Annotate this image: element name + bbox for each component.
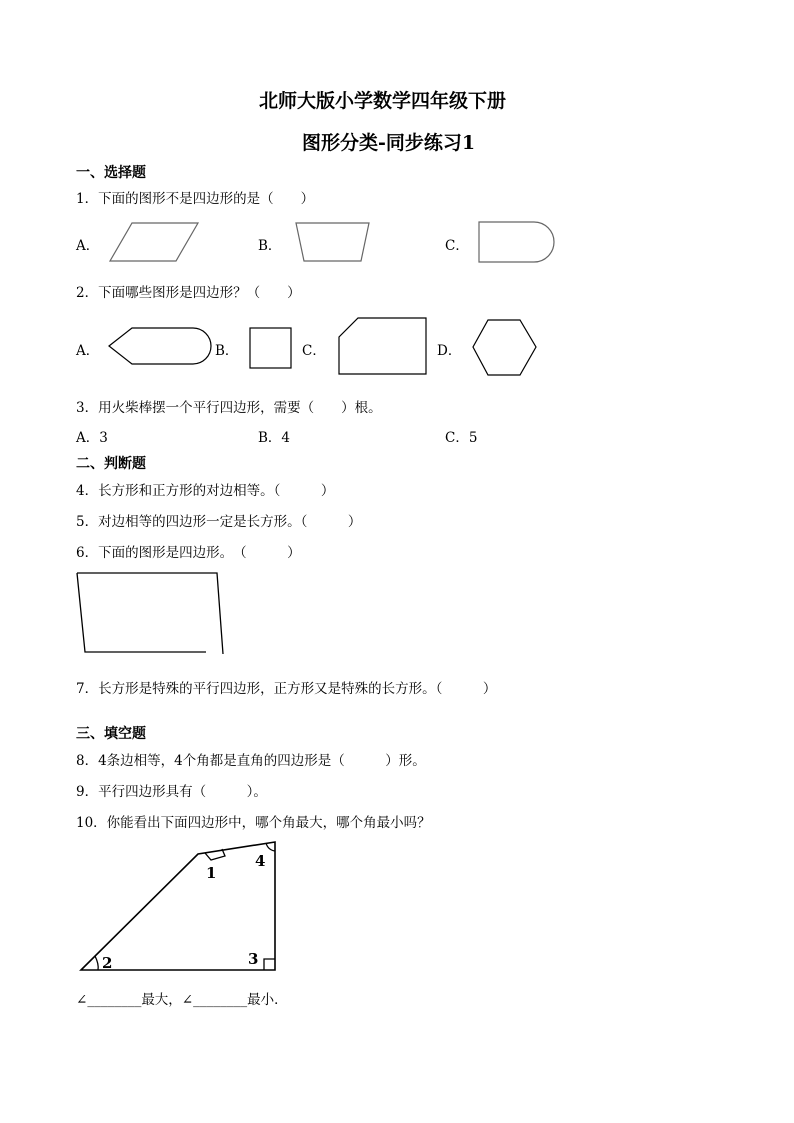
q3-option-b: B．4 [258, 430, 291, 446]
question-2-text: 2．下面哪些图形是四边形？（ ） [76, 285, 301, 301]
q6-open-quadrilateral-figure [76, 572, 226, 656]
question-10-text: 10．你能看出下面四边形中，哪个角最大，哪个角最小吗？ [76, 815, 431, 831]
q1-parallelogram-shape [108, 222, 200, 262]
q1-option-c-label: C． [445, 238, 469, 254]
smallest-angle-blank[interactable]: ________ [193, 992, 248, 1008]
angle-label-3: 3 [248, 950, 259, 968]
q1-option-b-label: B． [258, 238, 282, 254]
section-judge-heading: 二、判断题 [76, 456, 146, 472]
q1-rounded-tab-shape [478, 221, 558, 263]
question-1-text: 1．下面的图形不是四边形的是（ ） [76, 191, 315, 207]
question-3-text: 3．用火柴棒摆一个平行四边形，需要（ ）根。 [76, 400, 382, 416]
q2-pentagon-tag-shape [108, 327, 212, 367]
answer-end-text: 最小． [247, 992, 288, 1008]
q10-quadrilateral-figure [78, 838, 283, 974]
angle-label-2: 2 [102, 954, 113, 972]
q2-cut-corner-rectangle-shape [338, 317, 428, 377]
q2-square-shape [249, 327, 293, 369]
section-choice-heading: 一、选择题 [76, 165, 146, 181]
q3-option-a: A．3 [76, 430, 108, 446]
question-8-text: 8．4条边相等，4个角都是直角的四边形是（ ）形。 [76, 753, 426, 769]
angle-label-4: 4 [255, 852, 266, 870]
q2-option-c-label: C． [302, 343, 326, 359]
q1-trapezoid-shape [295, 222, 371, 262]
answer-mid-text: 最大，∠ [141, 992, 194, 1008]
largest-angle-blank[interactable]: ________ [87, 992, 142, 1008]
angle-symbol: ∠ [76, 992, 88, 1008]
q3-option-c: C．5 [445, 430, 478, 446]
question-7-text: 7．长方形是特殊的平行四边形，正方形又是特殊的长方形。（ ） [76, 681, 497, 697]
q2-option-d-label: D． [437, 343, 462, 359]
page-subtitle: 图形分类-同步练习1 [302, 132, 476, 154]
q2-option-b-label: B． [215, 343, 239, 359]
question-4-text: 4．长方形和正方形的对边相等。（ ） [76, 483, 335, 499]
question-9-text: 9．平行四边形具有（ ）。 [76, 784, 267, 800]
angle-label-1: 1 [206, 864, 217, 882]
section-fill-heading: 三、填空题 [76, 726, 146, 742]
q2-option-a-label: A． [76, 343, 100, 359]
q2-hexagon-shape [472, 319, 538, 377]
page-title: 北师大版小学数学四年级下册 [259, 90, 507, 112]
q1-option-a-label: A． [76, 238, 100, 254]
q10-answer-line [76, 988, 288, 1008]
question-6-text: 6．下面的图形是四边形。 （ ） [76, 545, 301, 561]
question-5-text: 5．对边相等的四边形一定是长方形。（ ） [76, 514, 362, 530]
